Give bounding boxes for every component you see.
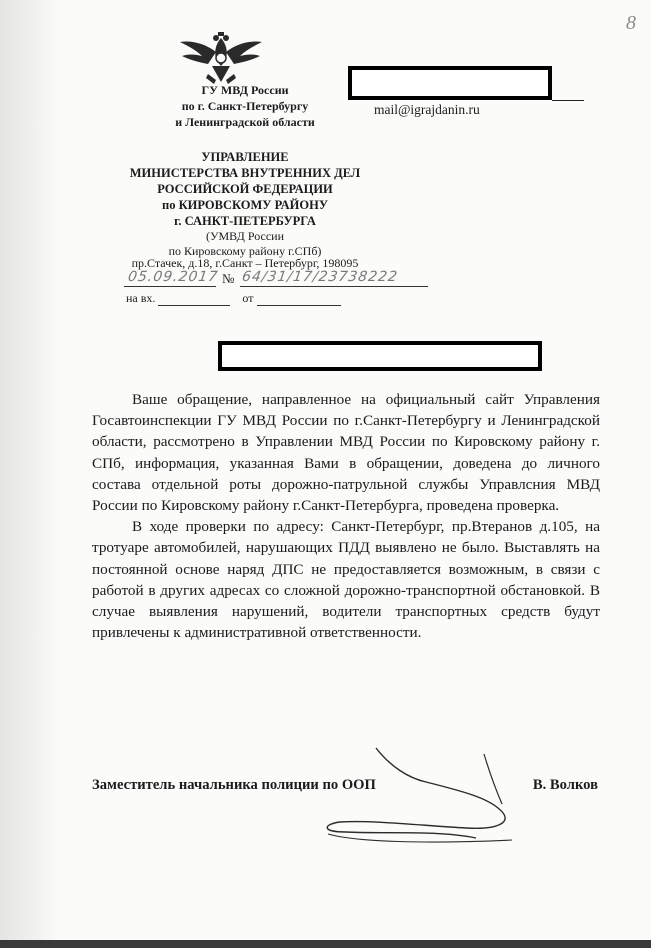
dept-line: РОССИЙСКОЙ ФЕДЕРАЦИИ <box>157 182 333 196</box>
incoming-blank <box>158 295 230 306</box>
recipient-underline <box>552 100 584 101</box>
abbr-line: (УМВД России <box>205 229 285 243</box>
redacted-salutation <box>218 341 542 371</box>
handwritten-signature-icon <box>316 738 546 850</box>
outgoing-date: 05.09.2017 <box>126 269 220 285</box>
date-underline <box>124 286 216 287</box>
abbr-line: по Кировскому району г.СПб) <box>168 244 322 258</box>
redacted-recipient-name <box>348 66 552 100</box>
dept-line: г. САНКТ-ПЕТЕРБУРГА <box>174 214 316 228</box>
dept-line: МИНИСТЕРСТВА ВНУТРЕННИХ ДЕЛ <box>129 166 361 180</box>
outgoing-number: 64/31/17/23738222 <box>240 269 399 285</box>
from-label: от <box>242 291 254 305</box>
incoming-reference <box>126 291 341 306</box>
signatory-title: Заместитель начальника полиции по ООП <box>92 777 376 793</box>
scan-shadow-left <box>0 0 58 948</box>
mvd-eagle-emblem-icon <box>178 30 264 88</box>
body-paragraph: В ходе проверки по адресу: Санкт-Петербург, пр.Втеранов д.105, на тротуаре автомобилей, нарушающих ПДД выявлено не было. Выставлять на постоянной основе наряд ДПС не предоставляется возможным, в связи с работой в других адресах со сложной дорожно-транспортной обстановкой. В случае выявления нарушений, водители транспортных средств будут привлечены к административной ответственности. <box>92 518 600 642</box>
organization-header <box>100 82 390 130</box>
org-line: ГУ МВД России <box>201 83 289 97</box>
org-line: по г. Санкт-Петербургу <box>181 99 309 113</box>
page-number: 8 <box>626 12 636 34</box>
dept-line: УПРАВЛЕНИЕ <box>201 150 289 164</box>
signatory-name: В. Волков <box>532 777 598 793</box>
number-underline <box>240 286 428 287</box>
outgoing-registration <box>114 269 434 291</box>
number-label: № <box>222 271 235 286</box>
department-address: пр.Стачек, д.18, г.Санкт – Петербург, 198095 <box>131 256 359 270</box>
incoming-label: на вх. <box>126 291 156 305</box>
from-blank <box>257 295 341 306</box>
scan-shadow-bottom <box>0 940 651 948</box>
letter-body <box>92 389 600 643</box>
org-line: и Ленинградской области <box>175 115 315 129</box>
dept-line: по КИРОВСКОМУ РАЙОНУ <box>162 198 328 212</box>
body-paragraph: Ваше обращение, направленное на официальный сайт Управления Госавтоинспекции ГУ МВД России по г.Санкт-Петербургу и Ленинградской области, рассмотрено в Управлении МВД России по Кировскому району г. СПб, информация, указанная Вами в обращении, доведена до личного состава отдельной роты дорожно-патрульной службы Управлсния МВД России по Кировскому району г.Санкт-Петербурга, проведена проверка. <box>92 391 600 515</box>
department-header <box>100 149 390 259</box>
recipient-email: mail@igrajdanin.ru <box>374 102 480 117</box>
